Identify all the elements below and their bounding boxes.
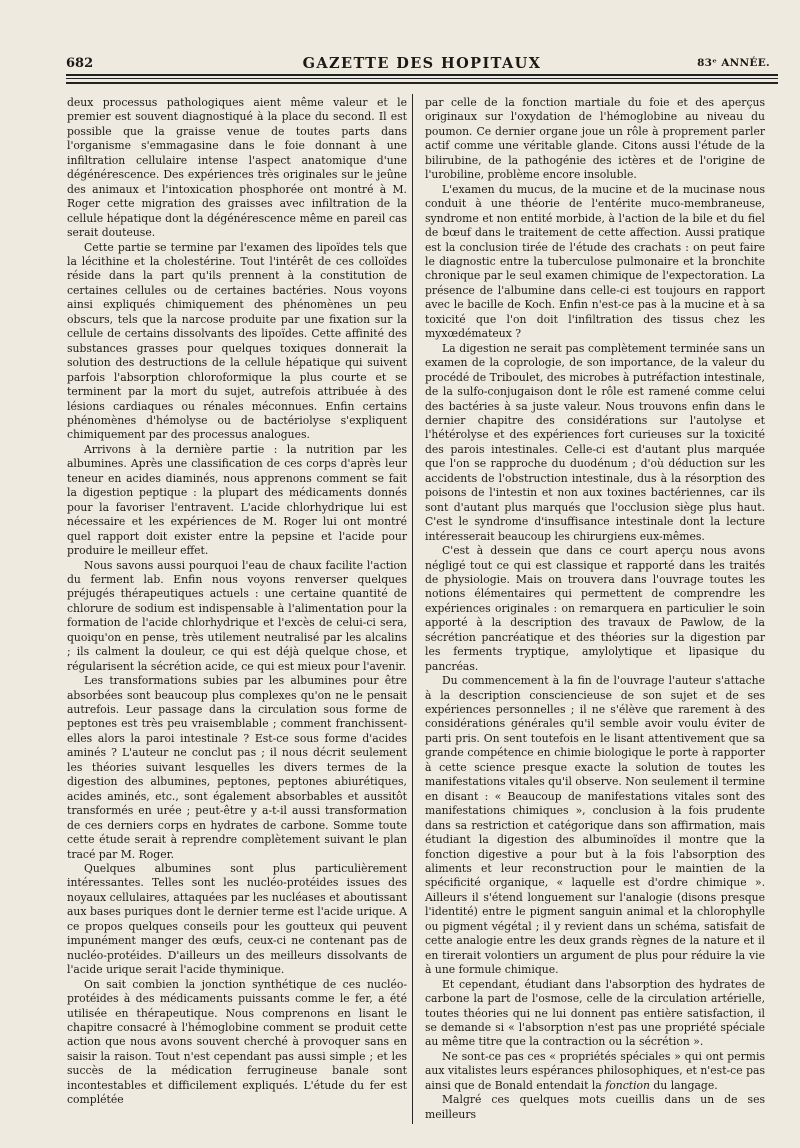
running-header <box>66 52 778 74</box>
italic-word: fonction <box>605 1078 650 1092</box>
header-rule-bottom <box>66 82 778 84</box>
left-paragraph <box>67 443 407 559</box>
paragraph-text: Ne sont-ce pas ces « propriétés spéciales » qui ont permis aux vitalistes leurs espérances philosophiques, et n'est-ce pas ainsi que de Bonald entendait la <box>425 1049 765 1092</box>
paragraph-text: Et cependant, étudiant dans l'absorption des hydrates de carbone la part de l'osmose, celle de la circulation artérielle, toutes théories qui ne lui donnent pas entière satisfaction, il se demande si « l'absorption n'est pas une propriété spéciale au même titre que la contraction ou la sécrétion ». <box>425 977 765 1049</box>
right-paragraph <box>425 544 765 674</box>
left-paragraph <box>67 862 407 978</box>
paragraph-text: deux processus pathologiques aient même valeur et le premier est souvent diagnostiqué à la place du second. Il est possible que la graisse venue de toutes parts dans l'organisme s'emmagasine dans le foie donnant à une infiltration cellulaire intense l'aspect anatomique d'une dégénérescence. Des expériences très originales sur le jeûne des animaux et l'intoxication phosphorée ont montré à M. Roger cette migration des graisses avec infiltration de la cellule hépatique dont la dégénérescence même en pareil cas serait douteuse. <box>67 96 407 240</box>
paragraph-text: Quelques albumines sont plus particulièrement intéressantes. Telles sont les nucléo-protéides issues des noyaux cellulaires, attaquées par les nucléases et aboutissant aux bases puriques dont le dernier terme est l'acide urique. A ce propos quelques conseils pour les goutteux qui peuvent impunément manger des œufs, ceux-ci ne contenant pas de nucléo-protéides. D'ailleurs un des meilleurs dissolvants de l'acide urique serait l'acide thyminique. <box>67 862 407 977</box>
paragraph-text: Malgré ces quelques mots cueillis dans un de ses meilleurs <box>425 1093 765 1121</box>
right-paragraph <box>425 342 765 544</box>
paragraph-text: La digestion ne serait pas complètement terminée sans un examen de la coprologie, de son importance, de la valeur du procédé de Triboulet, des microbes à putréfaction intestinale, de la sulfo-conjugaison dont le rôle est ramené comme celui des bactéries à sa juste valeur. Nous trouvons enfin dans le dernier chapitre des considérations sur l'autolyse et l'hétérolyse et des expériences fort curieuses sur la toxicité des parois intestinales. Celle-ci est d'autant plus marquée que l'on se rapproche du duodénum ; d'où déduction sur les accidents de l'obstruction intestinale, dus à la résorption des poisons de l'intestin et non aux toxines bactériennes, car ils sont d'autant plus marqués que l'occlusion siège plus haut. C'est le syndrome d'insuffisance intestinale dont la lecture intéresserait beaucoup les chirurgiens eux-mêmes. <box>425 341 765 543</box>
paragraph-text: Arrivons à la dernière partie : la nutrition par les albumines. Après une classification de ces corps d'après leur teneur en acides diaminés, nous apprenons comment se fait la digestion peptique : la plupart des médicaments donnés pour la favoriser l'entravent. L'acide chlorhydrique lui est nécessaire et les expériences de M. Roger lui ont montré quel rapport doit exister entre la pepsine et l'acide pour produire le meilleur effet. <box>67 442 407 558</box>
right-paragraph <box>425 1050 765 1093</box>
paragraph-text: C'est à dessein que dans ce court aperçu nous avons négligé tout ce qui est classique et rapporté dans les traités de physiologie. Mais on trouvera dans l'ouvrage toutes les notions élémentaires qui permettent de comprendre les expériences originales : on remarquera en particulier le soin apporté à la description des travaux de Pawlow, de la sécrétion pancréatique et des théories sur la digestion par les ferments tryptique, amylolytique et lipasique du pancréas. <box>425 544 765 673</box>
header-rule-top <box>66 74 778 76</box>
left-paragraph <box>67 559 407 675</box>
right-paragraph <box>425 96 765 183</box>
paragraph-text: Nous savons aussi pourquoi l'eau de chaux facilite l'action du ferment lab. Enfin nous voyons renverser quelques préjugés thérapeutiques actuels : une certaine quantité de chlorure de sodium est indispensable à l'alimentation pour la formation de l'acide chlorhydrique et l'excès de celui-ci sera, quoiqu'on en pense, très utilement neutralisé par les alcalins ; ils calment la douleur, ce qui est déjà quelque chose, et régularisent la sécrétion acide, ce qui est mieux pour l'avenir. <box>67 558 407 673</box>
page-number: 682 <box>66 56 94 71</box>
right-column <box>425 96 765 1122</box>
left-paragraph <box>67 96 407 241</box>
left-column <box>67 96 407 1108</box>
column-divider <box>412 94 413 1124</box>
left-paragraph <box>67 241 407 443</box>
journal-title: GAZETTE DES HOPITAUX <box>302 55 542 72</box>
right-paragraph <box>425 183 765 342</box>
paragraph-text: Les transformations subies par les albumines pour être absorbées sont beaucoup plus complexes qu'on ne le pensait autrefois. Leur passage dans la circulation sous forme de peptones est très peu vraisemblable ; comment franchissent-elles alors la paroi intestinale ? Est-ce sous forme d'acides aminés ? L'auteur ne conclut pas ; il nous décrit seulement les théories suivant lesquelles les divers termes de la digestion des albumines, peptones, peptones abiurétiques, acides aminés, etc., sont également absorbables et aussitôt transformés en urée ; peut-être y a-t-il aussi transformation de ces derniers corps en hydrates de carbone. Somme toute cette étude serait à reprendre complètement suivant le plan tracé par M. Roger. <box>67 674 407 861</box>
left-paragraph <box>67 674 407 862</box>
right-paragraph <box>425 1093 765 1122</box>
header-rule-middle <box>66 78 778 79</box>
paragraph-tail: du langage. <box>650 1078 718 1092</box>
left-paragraph <box>67 978 407 1108</box>
right-paragraph <box>425 674 765 978</box>
paragraph-text: Cette partie se termine par l'examen des lipoïdes tels que la lécithine et la cholestérine. Tout l'intérêt de ces colloïdes réside dans la part qu'ils prennent à la constitution de certaines cellules ou de certaines bactéries. Nous voyons ainsi expliqués chimiquement des phénomènes un peu obscurs, tels que la narcose produite par une fixation sur la cellule de certains dissolvants des lipoïdes. Cette affinité des substances grasses pour quelques toxiques donnerait la solution des destructions de la cellule hépatique qui suivent parfois l'absorption chloroformique la plus courte et se terminent par la mort du sujet, autrefois attribuée à des lésions cardiaques ou rénales méconnues. Enfin certains phénomènes d'hémolyse ou de bactériolyse s'expliquent chimiquement par des processus analogues. <box>67 240 407 442</box>
paragraph-text: Du commencement à la fin de l'ouvrage l'auteur s'attache à la description consciencieuse de son sujet et de ses expériences personnelles ; il ne s'élève que rarement à des considérations générales qu'il semble avoir voulu éviter de parti pris. On sent toutefois en le lisant attentivement que sa grande compétence en chimie biologique le porte à rapporter à cette science presque exacte la solution de toutes les manifestations vitales qu'il observe. Non seulement il termine en disant : « Beaucoup de manifestations vitales sont des manifestations chimiques », conclusion à la fois prudente dans sa restriction et catégorique dans son affirmation, mais étudiant la digestion des albuminoïdes il montre que la fonction digestive a pour but à la fois l'absorption des aliments et leur reconstruction pour le maintien de la spécificité organique, « laquelle est d'ordre chimique ». Ailleurs il s'étend longuement sur l'analogie (disons presque l'identité) entre le pigment sanguin animal et la chlorophylle ou pigment végétal ; il y revient dans un schéma, satisfait de cette analogie entre les deux grands règnes de la nature et il en tirerait volontiers un argument de plus pour réduire la vie à une formule chimique. <box>425 674 765 977</box>
paragraph-text: par celle de la fonction martiale du foie et des aperçus originaux sur l'oxydation de l'hémoglobine au niveau du poumon. Ce dernier organe joue un rôle à proprement parler actif comme une véritable glande. Citons aussi l'étude de la bilirubine, de la pathogénie des ictères et de l'origine de l'urobiline, problème encore insoluble. <box>425 96 765 182</box>
right-paragraph <box>425 978 765 1050</box>
year-label: 83ᵉ ANNÉE. <box>697 57 770 69</box>
paragraph-text: L'examen du mucus, de la mucine et de la mucinase nous conduit à une théorie de l'entérite muco-membraneuse, syndrome et non entité morbide, à l'action de la bile et du fiel de bœuf dans le traitement de cette affection. Aussi pratique est la conclusion tirée de l'étude des crachats : on peut faire le diagnostic entre la tuberculose pulmonaire et la bronchite chronique par le seul examen chimique de l'expectoration. La présence de l'albumine dans celle-ci est toujours en rapport avec le bacille de Koch. Enfin n'est-ce pas à la mucine et à sa toxicité que l'on doit l'infiltration des tissus chez les myxœdémateux ? <box>425 182 765 341</box>
paragraph-text: On sait combien la jonction synthétique de ces nucléo-protéides à des médicaments puissants comme le fer, a été utilisée en thérapeutique. Nous comprenons en lisant le chapitre consacré à l'hémoglobine comment se produit cette action que nous avons souvent cherché à provoquer sans en saisir la raison. Tout n'est cependant pas aussi simple ; et les succès de la médication ferrugineuse banale sont incontestables et difficilement expliqués. L'étude du fer est complétée <box>67 977 407 1107</box>
